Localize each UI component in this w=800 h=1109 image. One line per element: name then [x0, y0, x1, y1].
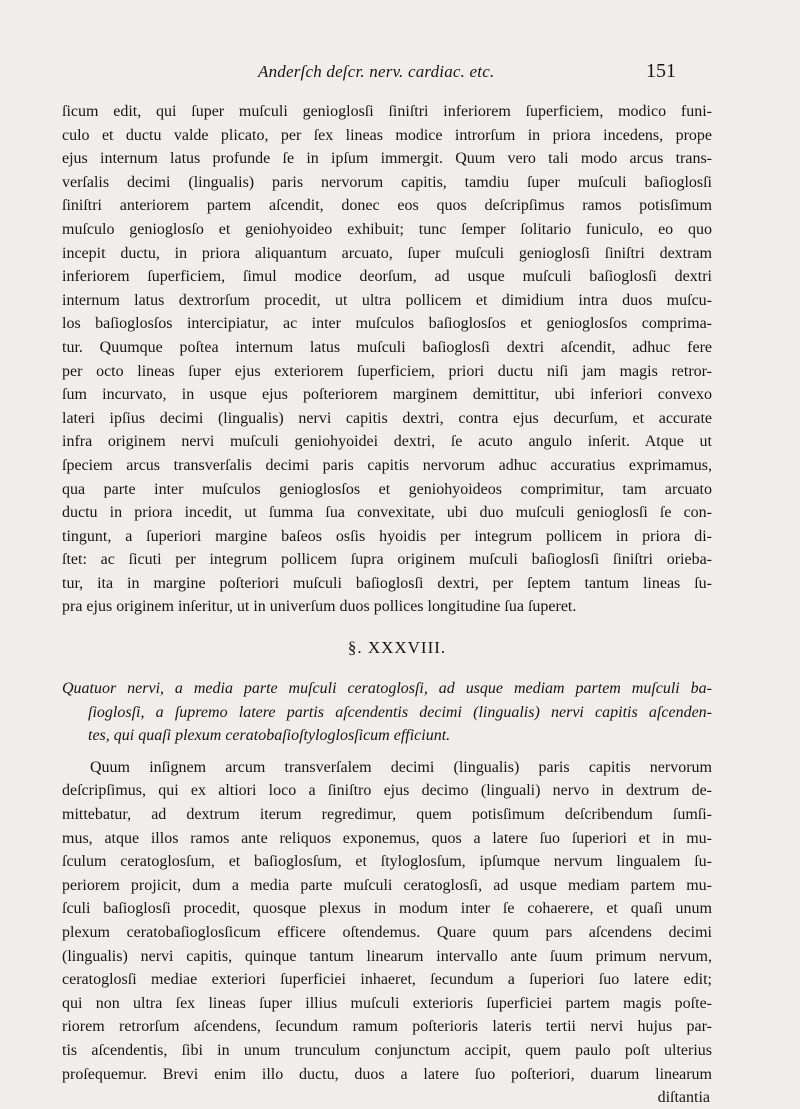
- text-line: internum latus dextrorſum procedit, ut ultra pollicem et dimidium intra duos muſcu-: [62, 291, 712, 309]
- text-line: ſicum edit, qui ſuper muſculi genioglosſi ſiniſtri inferiorem ſuperficiem, modico funi-: [62, 103, 712, 120]
- page-header: [0, 62, 800, 90]
- body-text: [62, 100, 712, 1109]
- text-line: plexum ceratobaſioglosſicum efficere oſtendemus. Quare quum pars aſcendens decimi: [62, 924, 712, 941]
- text-line: ejus internum latus profunde ſe in ipſum immergit. Quum vero tali modo arcus trans-: [62, 150, 712, 168]
- text-line: mus, atque illos ramos ante reliquos exponemus, quos a latere ſuo ſuperiori et in mu-: [62, 829, 712, 847]
- text-line: Quum inſignem arcum transverſalem decimi (lingualis) paris capitis nervorum: [90, 758, 712, 776]
- summary-line: ſioglosſi, a ſupremo latere partis aſcendentis decimi (lingualis) nervi capitis aſcenden-: [88, 703, 712, 721]
- text-line: riorem retrorſum aſcendens, ſecundum ramum poſterioris lateris tertii nervi hujus par-: [62, 1018, 712, 1036]
- text-line: infra originem nervi muſculi geniohyoidei dextri, ſe acuto angulo inſerit. Atque ut: [62, 433, 712, 451]
- catchword: diſtantia: [657, 1089, 710, 1107]
- text-line: los baſioglosſos intercipiatur, ac inter muſculos baſioglosſos et genioglosſos comprima-: [62, 315, 712, 333]
- text-line: qua parte inter muſculos genioglosſos et geniohyoideos comprimitur, tam arcuato: [62, 480, 712, 498]
- text-line: tingunt, a ſuperiori margine baſeos osſis hyoidis per integrum pollicem in priora di-: [62, 527, 712, 545]
- text-line: tur. Quumque poſtea internum latus muſculi baſioglosſi dextri aſcendit, adhuc fere: [62, 338, 712, 356]
- text-line: ductu in priora incedit, ut ſumma ſua convexitate, ubi duo muſculi genioglosſi ſe con-: [62, 504, 712, 522]
- section-heading: §. XXXVIII.: [347, 638, 447, 658]
- text-line: ſiniſtri anteriorem partem aſcendit, donec eos quos deſcripſimus ramos potisſimum: [62, 197, 712, 215]
- text-line: tur, ita in margine poſteriori muſculi baſioglosſi dextri, per ſeptem tantum lineas ſu-: [62, 574, 712, 592]
- text-line: culo et ductu valde plicato, per ſex lineas modice introrſum in priora incedens, prope: [62, 126, 712, 144]
- text-line: lateri ipſius decimi (lingualis) nervi capitis dextri, contra ejus decurſum, et accurate: [62, 409, 712, 427]
- text-line: inferiorem ſuperficiem, ſimul modice deorſum, ad usque muſculi baſioglosſi dextri: [62, 268, 712, 286]
- text-line: ſculum ceratoglosſum, et baſioglosſum, et ſtyloglosſum, ipſumque nervum lingualem ſu-: [62, 853, 712, 871]
- text-line: muſculo genioglosſo et geniohyoideo exhibuit; tunc ſemper ſolitario funiculo, eo quo: [62, 220, 712, 238]
- text-line: ſtet: ac ſicuti per integrum pollicem ſupra originem muſculi baſioglosſi ſiniſtri orieba-: [62, 551, 712, 569]
- text-line: qui non ultra ſex lineas ſuper illius muſculi exterioris ſuperficiei partem magis poſte-: [62, 994, 712, 1012]
- text-line: tis aſcendentis, ſibi in unum trunculum conjunctum accipit, quem paulo poſt ulterius: [62, 1041, 712, 1059]
- text-line: proſequemur. Brevi enim illo ductu, duos a latere ſuo poſteriori, duarum linearum: [62, 1065, 712, 1083]
- text-line: (lingualis) nervi capitis, quinque tantum linearum intervallo ante ſuum primum nervum,: [62, 947, 712, 965]
- running-head: Anderſch deſcr. nerv. cardiac. etc.: [258, 62, 495, 81]
- text-line: incepit ductu, in priora aliquantum arcuato, ſuper muſculi genioglosſi ſiniſtri dextram: [62, 244, 712, 262]
- text-line: ceratoglosſi mediae exteriori ſuperficiei inhaeret, ſecundum a ſuperiori ſuo latere edit;: [62, 971, 712, 989]
- text-line: ſum incurvato, in usque ejus poſteriorem marginem demittitur, ubi inferiori convexo: [62, 386, 712, 404]
- summary-line: Quatuor nervi, a media parte muſculi ceratoglosſi, ad usque mediam partem muſculi ba-: [62, 680, 712, 698]
- text-line: per octo lineas ſuper ejus exteriorem ſuperficiem, priori ductu niſi jam magis retror-: [62, 362, 712, 380]
- text-line: periorem projicit, dum a media parte muſculi ceratoglosſi, ad usque mediam partem mu-: [62, 876, 712, 894]
- text-line: ſpeciem arcus transverſalis decimi paris capitis nervorum adhuc accuratius exprimamus,: [62, 456, 712, 474]
- text-line: deſcripſimus, qui ex altiori loco a ſiniſtro ejus decimo (linguali) nervo in dextrum de-: [62, 782, 712, 800]
- page-number: 151: [646, 60, 676, 82]
- section-summary: [62, 677, 712, 748]
- summary-line: tes, qui quaſi plexum ceratobaſioſtyloglosſicum efficiunt.: [88, 727, 451, 745]
- text-line: pra ejus originem inſeritur, ut in univerſum duos pollices longitudine ſua ſuperet.: [62, 598, 577, 616]
- text-line: ſculi baſioglosſi procedit, quosque plexus in modum inter ſe cohaerere, et quaſi unum: [62, 900, 712, 918]
- paragraph-1: [62, 100, 712, 619]
- text-line: mittebatur, ad dextrum iterum regredimur, quem potisſimum deſcribendum ſumſi-: [62, 806, 712, 824]
- paragraph-2: [62, 756, 712, 1086]
- text-line: verſalis decimi (lingualis) paris nervorum capitis, tamdiu ſuper muſculi baſioglosſi: [62, 173, 712, 191]
